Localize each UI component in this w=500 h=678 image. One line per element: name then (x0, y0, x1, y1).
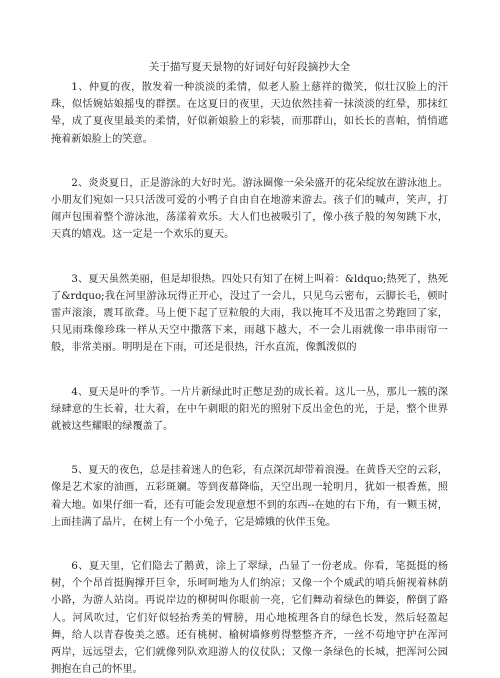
paragraph-1: 1、仲夏的夜，散发着一种淡淡的柔情，似老人脸上慈祥的微笑，似壮汉脸上的汗珠，似恬婉姑娘摇曳的群摆。在这夏日的夜里，天边依然挂着一抹淡淡的红晕，那抹红晕，成了夏夜里最美的柔情，好似新娘脸上的彩装，而那群山，如长长的喜帕，悄悄遮掩着新娘脸上的笑意。 (51, 82, 448, 145)
paragraph-spacer (51, 531, 448, 558)
paragraph-4: 4、夏天是叶的季节。一片片新绿此时正憋足劲的成长着。这儿一丛，那儿一簇的深绿肆意的生长着，壮大着，在中午刺眼的阳光的照射下反出金色的光，于是，整个世界就被这些耀眼的绿覆盖了。 (51, 386, 448, 433)
paragraph-5: 5、夏天的夜色，总是挂着迷人的色彩，有点深沉却带着浪漫。在黄昏天空的云彩，像是艺术家的油画，五彩斑斓。等到夜幕降临，天空出现一轮明月，犹如一根香蕉，照着大地。如果仔细一看，还有可能会发现意想不到的东西--在她的右下角，有一颗玉树，上面挂满了晶片，在树上有一个小兔子，它是嫦娥的伙伴玉兔。 (51, 465, 448, 528)
paragraph-spacer (51, 244, 448, 271)
paragraph-spacer (51, 357, 448, 384)
document-title: 关于描写夏天景物的好词好句好段摘抄大全 (148, 61, 351, 73)
paragraph-6: 6、夏天里，它们隐去了鹅黄，涂上了翠绿，凸显了一份老成。你看，笔挺挺的杨树，个个昂首挺胸撑开巨伞，乐呵呵地为人们纳凉；又像一个个威武的哨兵俯视着林荫小路，为游人站岗。再说岸边的柳树叫你眼前一亮，它们舞动着绿色的舞姿，醉倒了路人。河风吹过，它们好似轻抬秀美的臂膀，用心地梳理各自的绿色长发，然后轻盈起舞，给人以青春俊美之感。还有桃树、榆树墙修剪得整整齐齐，一丝不苟地守护在浑河两岸，远远望去，它们就像列队欢迎游人的仪仗队；又像一条绿色的长城，把浑河公园拥抱在自己的怀里。 (51, 561, 448, 676)
paragraph-3: 3、夏天虽然美丽，但是却很热。四处只有知了在树上叫着：&ldquo;热死了，热死了&rdquo;我在河里游泳玩得正开心，没过了一会儿，只见乌云密布，云脚长毛，顿时雷声滚滚，震耳欲聋。马上便下起了豆粒般的大雨，我以掩耳不及迅雷之势跑回了家，只见雨珠像珍珠一样从天空中撒落下来，雨越下越大，不一会儿雨就像一串串雨帘一般，非常美丽。明明是在下雨，可还是很热，汗水直流，像瓢泼似的 (51, 273, 448, 354)
paragraph-spacer (51, 148, 448, 175)
paragraph-2: 2、炎炎夏日，正是游泳的大好时光。游泳圈像一朵朵盛开的花朵绽放在游泳池上。小朋友们宛如一只只活泼可爱的小鸭子自由自在地游来游去。孩子们的喊声，笑声，打闹声包围着整个游泳池，荡漾着欢乐。大人们也被吸引了，像小孩子般的匆匆跳下水，天真的嬉戏。这一定是一个欢乐的夏天。 (51, 177, 448, 241)
paragraph-spacer (51, 435, 448, 462)
